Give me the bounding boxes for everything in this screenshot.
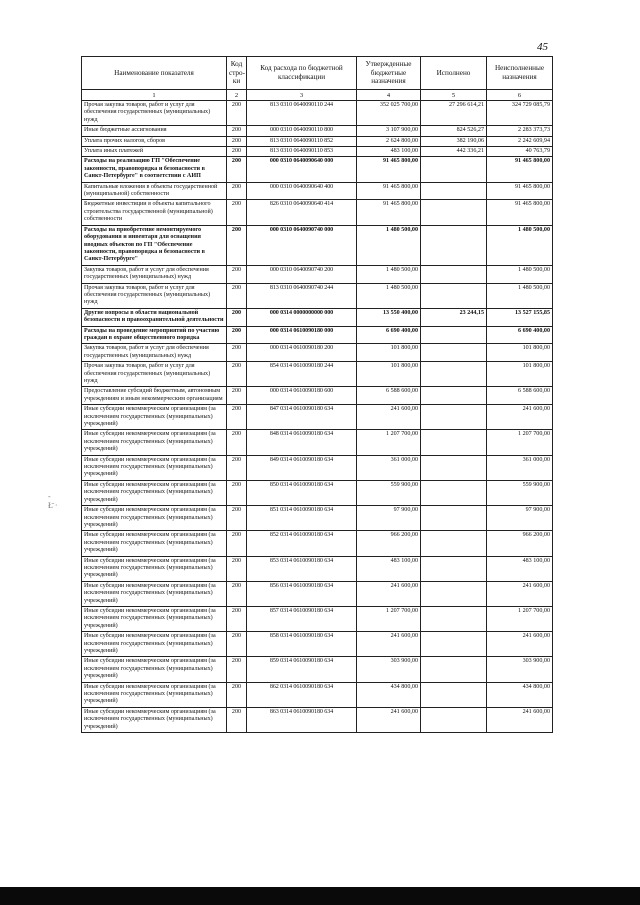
row-executed-cell xyxy=(421,200,487,225)
row-approved-cell: 352 025 700,00 xyxy=(357,101,421,126)
row-name-cell: Уплата иных платежей xyxy=(82,147,227,157)
row-name-cell: Иные субсидии некоммерческим организациям (за исключением государственных (муниципальных) учреждений) xyxy=(82,556,227,581)
row-approved-cell: 13 550 400,00 xyxy=(357,308,421,326)
row-name-cell: Уплата прочих налогов, сборов xyxy=(82,136,227,146)
row-executed-cell xyxy=(421,405,487,430)
row-executed-cell xyxy=(421,182,487,200)
row-executed-cell: 824 526,27 xyxy=(421,126,487,136)
row-executed-cell xyxy=(421,455,487,480)
row-approved-cell: 1 207 700,00 xyxy=(357,606,421,631)
row-executed-cell: 442 336,21 xyxy=(421,147,487,157)
row-executed-cell xyxy=(421,362,487,387)
row-line-code-cell: 200 xyxy=(227,682,247,707)
row-name-cell: Закупка товаров, работ и услуг для обеспечения государственных (муниципальных) нужд xyxy=(82,265,227,283)
row-remaining-cell: 483 100,00 xyxy=(487,556,553,581)
row-executed-cell: 382 190,06 xyxy=(421,136,487,146)
row-name-cell: Прочая закупка товаров, работ и услуг для обеспечения государственных (муниципальных) нужд xyxy=(82,362,227,387)
table-row xyxy=(82,344,553,362)
row-budget-code-cell: 000 0314 0610090180 000 xyxy=(247,326,357,344)
column-number: 2 xyxy=(227,90,247,101)
row-name-cell: Расходы на реализацию ГП "Обеспечение законности, правопорядка и безопасности в Санкт-Петербурге" в соответствии с АИП xyxy=(82,157,227,182)
row-executed-cell xyxy=(421,157,487,182)
row-line-code-cell: 200 xyxy=(227,157,247,182)
page-number: 45 xyxy=(537,41,548,53)
row-approved-cell: 1 480 500,00 xyxy=(357,283,421,308)
row-line-code-cell: 200 xyxy=(227,126,247,136)
row-remaining-cell: 361 000,00 xyxy=(487,455,553,480)
row-line-code-cell: 200 xyxy=(227,506,247,531)
row-name-cell: Расходы на приобретение немонтируемого оборудования и инвентаря для оснащения вводных объектов по ГП "Обеспечение законности, правопорядка и безопасности в Санкт-Петербурге" xyxy=(82,225,227,265)
row-executed-cell xyxy=(421,387,487,405)
row-budget-code-cell: 847 0314 0610090180 634 xyxy=(247,405,357,430)
row-line-code-cell: 200 xyxy=(227,283,247,308)
row-name-cell: Иные субсидии некоммерческим организациям (за исключением государственных (муниципальных) учреждений) xyxy=(82,682,227,707)
row-remaining-cell: 91 465 800,00 xyxy=(487,200,553,225)
row-name-cell: Иные субсидии некоммерческим организациям (за исключением государственных (муниципальных) учреждений) xyxy=(82,581,227,606)
row-approved-cell: 6 588 600,00 xyxy=(357,387,421,405)
row-executed-cell xyxy=(421,430,487,455)
margin-mark: Ł̄ · xyxy=(48,501,58,510)
row-name-cell: Иные субсидии некоммерческим организациям (за исключением государственных (муниципальных) учреждений) xyxy=(82,506,227,531)
row-executed-cell xyxy=(421,344,487,362)
row-executed-cell xyxy=(421,707,487,732)
row-executed-cell xyxy=(421,480,487,505)
table-row xyxy=(82,632,553,657)
table-row xyxy=(82,531,553,556)
row-remaining-cell: 2 242 609,94 xyxy=(487,136,553,146)
row-remaining-cell: 6 690 400,00 xyxy=(487,326,553,344)
row-executed-cell xyxy=(421,682,487,707)
row-budget-code-cell: 848 0314 0610090180 634 xyxy=(247,430,357,455)
row-budget-code-cell: 850 0314 0610090180 634 xyxy=(247,480,357,505)
row-line-code-cell: 200 xyxy=(227,657,247,682)
row-approved-cell: 483 100,00 xyxy=(357,147,421,157)
row-budget-code-cell: 000 0310 0640090740 000 xyxy=(247,225,357,265)
row-line-code-cell: 200 xyxy=(227,147,247,157)
row-budget-code-cell: 000 0310 0640090110 800 xyxy=(247,126,357,136)
row-remaining-cell: 1 480 500,00 xyxy=(487,225,553,265)
budget-execution-table xyxy=(81,56,553,733)
row-approved-cell: 6 690 400,00 xyxy=(357,326,421,344)
row-approved-cell: 241 600,00 xyxy=(357,581,421,606)
table-row xyxy=(82,455,553,480)
table-body xyxy=(82,101,553,733)
row-remaining-cell: 1 480 500,00 xyxy=(487,283,553,308)
row-line-code-cell: 200 xyxy=(227,182,247,200)
row-line-code-cell: 200 xyxy=(227,430,247,455)
row-executed-cell: 27 296 614,21 xyxy=(421,101,487,126)
row-remaining-cell: 91 465 800,00 xyxy=(487,182,553,200)
column-number: 6 xyxy=(487,90,553,101)
row-line-code-cell: 200 xyxy=(227,455,247,480)
row-budget-code-cell: 000 0310 0640090640 000 xyxy=(247,157,357,182)
row-budget-code-cell: 849 0314 0610090180 634 xyxy=(247,455,357,480)
row-name-cell: Иные субсидии некоммерческим организациям (за исключением государственных (муниципальных) учреждений) xyxy=(82,657,227,682)
row-name-cell: Иные бюджетные ассигнования xyxy=(82,126,227,136)
table-row xyxy=(82,308,553,326)
table-row xyxy=(82,182,553,200)
row-name-cell: Бюджетные инвестиции в объекты капитального строительства государственной (муниципальной) собственности xyxy=(82,200,227,225)
column-number: 4 xyxy=(357,90,421,101)
row-remaining-cell: 91 465 800,00 xyxy=(487,157,553,182)
row-budget-code-cell: 859 0314 0610090180 634 xyxy=(247,657,357,682)
row-approved-cell: 91 465 800,00 xyxy=(357,157,421,182)
row-budget-code-cell: 851 0314 0610090180 634 xyxy=(247,506,357,531)
row-name-cell: Другие вопросы в области национальной безопасности и правоохранительной деятельности xyxy=(82,308,227,326)
row-budget-code-cell: 856 0314 0610090180 634 xyxy=(247,581,357,606)
row-line-code-cell: 200 xyxy=(227,344,247,362)
row-remaining-cell: 434 800,00 xyxy=(487,682,553,707)
row-budget-code-cell: 853 0314 0610090180 634 xyxy=(247,556,357,581)
row-budget-code-cell: 863 0314 0610090180 634 xyxy=(247,707,357,732)
row-budget-code-cell: 813 0310 0640090110 244 xyxy=(247,101,357,126)
row-line-code-cell: 200 xyxy=(227,326,247,344)
row-budget-code-cell: 813 0310 0640090110 853 xyxy=(247,147,357,157)
row-name-cell: Иные субсидии некоммерческим организациям (за исключением государственных (муниципальных) учреждений) xyxy=(82,707,227,732)
row-approved-cell: 434 800,00 xyxy=(357,682,421,707)
row-line-code-cell: 200 xyxy=(227,480,247,505)
row-line-code-cell: 200 xyxy=(227,265,247,283)
row-executed-cell: 23 244,15 xyxy=(421,308,487,326)
row-budget-code-cell: 000 0310 0640090640 400 xyxy=(247,182,357,200)
row-remaining-cell: 40 763,79 xyxy=(487,147,553,157)
row-approved-cell: 91 465 800,00 xyxy=(357,200,421,225)
row-approved-cell: 1 207 700,00 xyxy=(357,430,421,455)
row-line-code-cell: 200 xyxy=(227,632,247,657)
row-name-cell: Иные субсидии некоммерческим организациям (за исключением государственных (муниципальных) учреждений) xyxy=(82,632,227,657)
row-approved-cell: 1 480 500,00 xyxy=(357,265,421,283)
table-row xyxy=(82,581,553,606)
table-row xyxy=(82,657,553,682)
row-remaining-cell: 2 283 373,73 xyxy=(487,126,553,136)
table-row xyxy=(82,405,553,430)
row-executed-cell xyxy=(421,283,487,308)
row-remaining-cell: 97 900,00 xyxy=(487,506,553,531)
row-remaining-cell: 1 207 700,00 xyxy=(487,606,553,631)
row-name-cell: Прочая закупка товаров, работ и услуг для обеспечения государственных (муниципальных) нужд xyxy=(82,101,227,126)
row-name-cell: Расходы на проведение мероприятий по участию граждан в охране общественного порядка xyxy=(82,326,227,344)
row-remaining-cell: 966 200,00 xyxy=(487,531,553,556)
row-budget-code-cell: 000 0314 0610090180 200 xyxy=(247,344,357,362)
table-row xyxy=(82,606,553,631)
row-remaining-cell: 324 729 085,79 xyxy=(487,101,553,126)
row-line-code-cell: 200 xyxy=(227,581,247,606)
row-approved-cell: 241 600,00 xyxy=(357,707,421,732)
row-line-code-cell: 200 xyxy=(227,362,247,387)
table-row xyxy=(82,362,553,387)
row-executed-cell xyxy=(421,556,487,581)
row-budget-code-cell: 854 0314 0610090180 244 xyxy=(247,362,357,387)
table-row xyxy=(82,265,553,283)
row-line-code-cell: 200 xyxy=(227,405,247,430)
row-approved-cell: 3 107 900,00 xyxy=(357,126,421,136)
row-approved-cell: 241 600,00 xyxy=(357,405,421,430)
row-name-cell: Прочая закупка товаров, работ и услуг для обеспечения государственных (муниципальных) нужд xyxy=(82,283,227,308)
row-executed-cell xyxy=(421,657,487,682)
row-executed-cell xyxy=(421,632,487,657)
row-approved-cell: 91 465 800,00 xyxy=(357,182,421,200)
row-approved-cell: 1 480 500,00 xyxy=(357,225,421,265)
row-line-code-cell: 200 xyxy=(227,606,247,631)
row-remaining-cell: 6 588 600,00 xyxy=(487,387,553,405)
row-line-code-cell: 200 xyxy=(227,136,247,146)
column-number: 3 xyxy=(247,90,357,101)
table-row xyxy=(82,283,553,308)
row-budget-code-cell: 858 0314 0610090180 634 xyxy=(247,632,357,657)
header-budget-code: Код расхода по бюджетной классификации xyxy=(247,57,357,90)
column-number-row xyxy=(82,90,553,101)
table-row xyxy=(82,506,553,531)
row-approved-cell: 241 600,00 xyxy=(357,632,421,657)
scan-border xyxy=(0,887,640,905)
row-budget-code-cell: 862 0314 0610090180 634 xyxy=(247,682,357,707)
table-row xyxy=(82,682,553,707)
row-budget-code-cell: 000 0314 0000000000 000 xyxy=(247,308,357,326)
row-name-cell: Предоставление субсидий бюджетным, автономным учреждениям и иным некоммерческим организациям xyxy=(82,387,227,405)
row-name-cell: Иные субсидии некоммерческим организациям (за исключением государственных (муниципальных) учреждений) xyxy=(82,430,227,455)
row-remaining-cell: 13 527 155,85 xyxy=(487,308,553,326)
row-approved-cell: 559 900,00 xyxy=(357,480,421,505)
row-line-code-cell: 200 xyxy=(227,101,247,126)
row-line-code-cell: 200 xyxy=(227,556,247,581)
row-approved-cell: 966 200,00 xyxy=(357,531,421,556)
row-approved-cell: 2 624 800,00 xyxy=(357,136,421,146)
row-approved-cell: 483 100,00 xyxy=(357,556,421,581)
row-name-cell: Закупка товаров, работ и услуг для обеспечения государственных (муниципальных) нужд xyxy=(82,344,227,362)
row-executed-cell xyxy=(421,581,487,606)
row-executed-cell xyxy=(421,326,487,344)
row-remaining-cell: 101 800,00 xyxy=(487,362,553,387)
column-number: 5 xyxy=(421,90,487,101)
table-row xyxy=(82,430,553,455)
row-name-cell: Иные субсидии некоммерческим организациям (за исключением государственных (муниципальных) учреждений) xyxy=(82,606,227,631)
header-remaining: Неисполненные назначения xyxy=(487,57,553,90)
table-row xyxy=(82,101,553,126)
row-remaining-cell: 241 600,00 xyxy=(487,581,553,606)
row-budget-code-cell: 813 0310 0640090110 852 xyxy=(247,136,357,146)
table-row xyxy=(82,387,553,405)
table-row xyxy=(82,707,553,732)
row-name-cell: Иные субсидии некоммерческим организациям (за исключением государственных (муниципальных) учреждений) xyxy=(82,480,227,505)
row-approved-cell: 101 800,00 xyxy=(357,362,421,387)
row-budget-code-cell: 826 0310 0640090640 414 xyxy=(247,200,357,225)
row-executed-cell xyxy=(421,531,487,556)
row-approved-cell: 361 000,00 xyxy=(357,455,421,480)
row-line-code-cell: 200 xyxy=(227,707,247,732)
table-row xyxy=(82,225,553,265)
table-row xyxy=(82,556,553,581)
row-executed-cell xyxy=(421,506,487,531)
table-header-row xyxy=(82,57,553,90)
header-executed: Исполнено xyxy=(421,57,487,90)
table-row xyxy=(82,326,553,344)
margin-marks xyxy=(48,492,58,510)
row-line-code-cell: 200 xyxy=(227,387,247,405)
table-row xyxy=(82,480,553,505)
row-remaining-cell: 1 207 700,00 xyxy=(487,430,553,455)
row-approved-cell: 101 800,00 xyxy=(357,344,421,362)
header-approved: Утвержденные бюджетные назначения xyxy=(357,57,421,90)
row-remaining-cell: 241 600,00 xyxy=(487,707,553,732)
row-line-code-cell: 200 xyxy=(227,225,247,265)
row-approved-cell: 97 900,00 xyxy=(357,506,421,531)
margin-mark: - xyxy=(48,492,51,501)
row-line-code-cell: 200 xyxy=(227,200,247,225)
row-remaining-cell: 1 480 500,00 xyxy=(487,265,553,283)
table-row xyxy=(82,200,553,225)
row-executed-cell xyxy=(421,225,487,265)
header-line-code: Код стро-ки xyxy=(227,57,247,90)
row-remaining-cell: 241 600,00 xyxy=(487,405,553,430)
row-budget-code-cell: 857 0314 0610090180 634 xyxy=(247,606,357,631)
row-executed-cell xyxy=(421,606,487,631)
row-remaining-cell: 303 900,00 xyxy=(487,657,553,682)
row-budget-code-cell: 813 0310 0640090740 244 xyxy=(247,283,357,308)
table-row xyxy=(82,136,553,146)
row-line-code-cell: 200 xyxy=(227,531,247,556)
row-name-cell: Иные субсидии некоммерческим организациям (за исключением государственных (муниципальных) учреждений) xyxy=(82,455,227,480)
row-executed-cell xyxy=(421,265,487,283)
table-row xyxy=(82,147,553,157)
row-name-cell: Иные субсидии некоммерческим организациям (за исключением государственных (муниципальных) учреждений) xyxy=(82,405,227,430)
row-budget-code-cell: 000 0310 0640090740 200 xyxy=(247,265,357,283)
table-row xyxy=(82,157,553,182)
row-budget-code-cell: 852 0314 0610090180 634 xyxy=(247,531,357,556)
row-name-cell: Иные субсидии некоммерческим организациям (за исключением государственных (муниципальных) учреждений) xyxy=(82,531,227,556)
row-remaining-cell: 101 800,00 xyxy=(487,344,553,362)
row-line-code-cell: 200 xyxy=(227,308,247,326)
row-budget-code-cell: 000 0314 0610090180 600 xyxy=(247,387,357,405)
row-remaining-cell: 241 600,00 xyxy=(487,632,553,657)
row-approved-cell: 303 900,00 xyxy=(357,657,421,682)
column-number: 1 xyxy=(82,90,227,101)
row-name-cell: Капитальные вложения в объекты государственной (муниципальной) собственности xyxy=(82,182,227,200)
table-row xyxy=(82,126,553,136)
header-indicator-name: Наименование показателя xyxy=(82,57,227,90)
row-remaining-cell: 559 900,00 xyxy=(487,480,553,505)
